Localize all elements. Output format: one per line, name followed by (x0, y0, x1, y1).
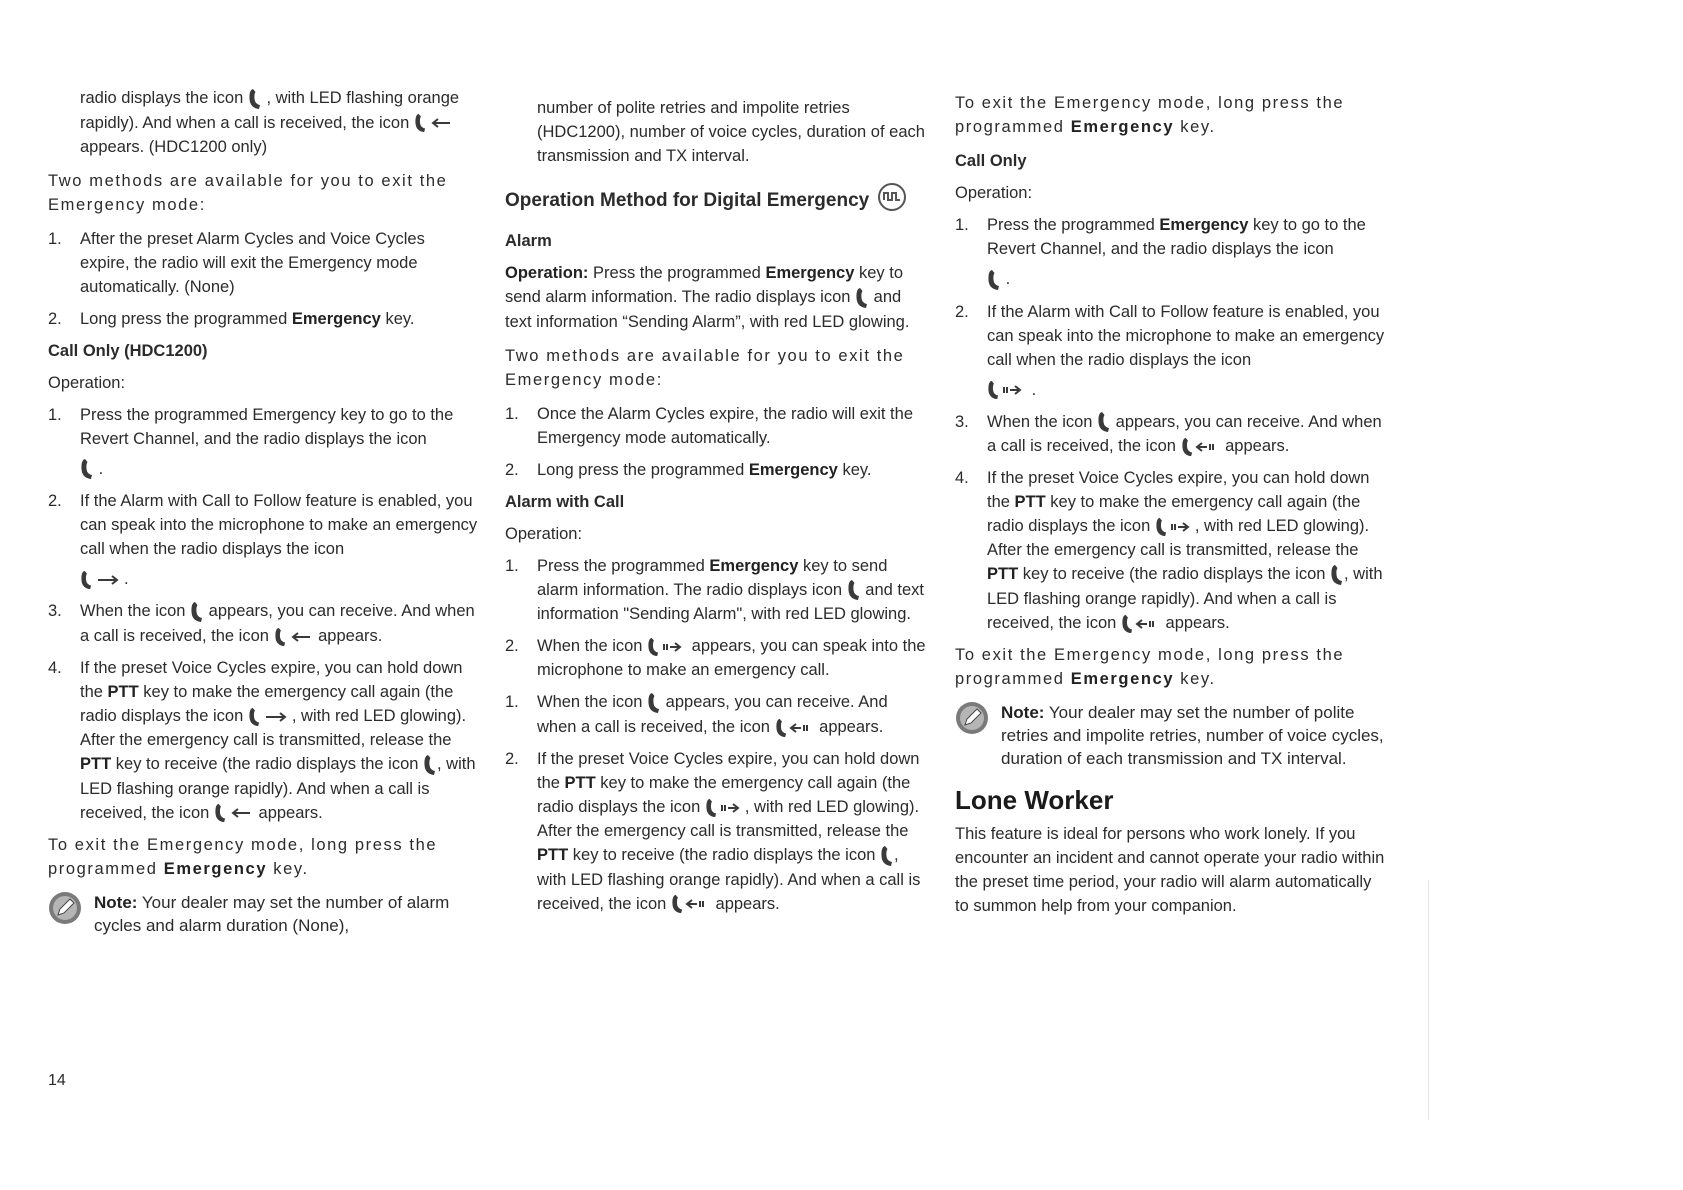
left-column (48, 86, 478, 937)
digital-call-received-icon (775, 717, 815, 739)
list-item: 4. If the preset Voice Cycles expire, you can hold down the PTT key to make the emergency call again (the radio displays the icon , with red LED glowing). After the emergency call is transmitted, release the PTT key to receive (the radio displays the icon , with LED flashing orange rapidly). And when a call is received, the icon appears. (48, 656, 478, 825)
list-item: 4. If the preset Voice Cycles expire, you can hold down the PTT key to make the emergency call again (the radio displays the icon , with red LED glowing). After the emergency call is transmitted, release the PTT key to receive (the radio displays the icon , with LED flashing orange rapidly). And when a call is received, the icon appears. (955, 466, 1385, 635)
emergency-handset-icon (1330, 563, 1344, 587)
continued-paragraph: number of polite retries and impolite retries (HDC1200), number of voice cycles, duration of each transmission and TX interval. (537, 99, 925, 165)
emergency-call-transmit-icon (80, 569, 124, 591)
list-item: 2. If the Alarm with Call to Follow feature is enabled, you can speak into the microphone to make an emergency call when the radio displays the icon . (48, 489, 478, 591)
emergency-handset-icon (190, 600, 204, 624)
alarm-with-call-heading: Alarm with Call (505, 492, 625, 511)
lone-worker-text: This feature is ideal for persons who work lonely. If you encounter an incident and cannot operate your radio within the preset time period, your radio will alarm automatically to summon help from your companion. (955, 824, 1385, 915)
emergency-handset-icon (248, 87, 262, 111)
call-only-heading: Call Only (955, 152, 1027, 170)
note-pencil-icon (48, 891, 82, 925)
list-item: 1. After the preset Alarm Cycles and Voice Cycles expire, the radio will exit the Emergency mode automatically. (None) (48, 229, 425, 296)
section-heading: Operation Method for Digital Emergency (505, 182, 930, 219)
emergency-call-received-icon (414, 112, 454, 134)
list-item: 2. When the icon appears, you can speak into the microphone to make an emergency call. (505, 637, 926, 680)
alarm-operation: Operation: Press the programmed Emergency key to send alarm information. The radio displays icon and text information “Sending Alarm”, with red LED glowing. (505, 264, 910, 331)
list-item: 3. When the icon appears, you can receive. And when a call is received, the icon appears. (48, 599, 478, 648)
emergency-handset-icon (80, 457, 94, 481)
operation-label: Operation: (505, 524, 583, 543)
digital-call-received-icon (1181, 436, 1221, 458)
emergency-call-received-icon (214, 802, 254, 824)
operation-label: Operation: (48, 373, 126, 392)
note-pencil-icon (955, 701, 989, 735)
digital-call-transmit-icon (987, 379, 1027, 401)
exit-methods-list (48, 227, 478, 331)
list-item: 2. Long press the programmed Emergency key. (48, 309, 415, 328)
middle-column (505, 96, 930, 924)
exit-methods-list (505, 402, 930, 482)
note-text: Your dealer may set the number of alarm cycles and alarm duration (None), (94, 892, 450, 935)
call-only-heading: Call Only (HDC1200) (48, 341, 208, 360)
list-item: 3. When the icon appears, you can receive. And when a call is received, the icon appears. (955, 410, 1385, 459)
digital-call-transmit-icon (647, 636, 687, 658)
operation-label: Operation: (955, 184, 1033, 202)
note-text: Your dealer may set the number of polite retries and impolite retries, number of voice cycles, duration of each transmission and TX interval. (1001, 702, 1384, 768)
exit-methods-intro: Two methods are available for you to exit the Emergency mode: (48, 171, 448, 214)
right-column (955, 91, 1385, 928)
note-label: Note: (94, 892, 138, 912)
emergency-handset-icon (647, 691, 661, 715)
note-label: Note: (1001, 702, 1045, 722)
alarm-with-call-steps (505, 554, 930, 916)
list-item: 1. Press the programmed Emergency key to go to the Revert Channel, and the radio displays the icon . (955, 213, 1385, 292)
list-item: 1. Press the programmed Emergency key to go to the Revert Channel, and the radio displays the icon . (48, 403, 478, 482)
list-item: 1. Once the Alarm Cycles expire, the radio will exit the Emergency mode automatically. (505, 404, 913, 447)
exit-instruction: To exit the Emergency mode, long press the programmed Emergency key. (955, 94, 1345, 136)
list-item: 2. If the Alarm with Call to Follow feature is enabled, you can speak into the microphone to make an emergency call when the radio displays the icon . (955, 300, 1385, 402)
list-item: 2. If the preset Voice Cycles expire, you can hold down the PTT key to make the emergency call again (the radio displays the icon , with red LED glowing). After the emergency call is transmitted, release the PTT key to receive (the radio displays the icon , with LED flashing orange rapidly). And when a call is received, the icon appears. (505, 747, 930, 916)
list-item: 1. When the icon appears, you can receive. And when a call is received, the icon appears. (505, 690, 930, 739)
page-edge-line (1428, 880, 1429, 1120)
digital-call-transmit-icon (705, 797, 745, 819)
alarm-heading: Alarm (505, 232, 552, 250)
emergency-handset-icon (880, 844, 894, 868)
digital-call-transmit-icon (1155, 516, 1195, 538)
exit-instruction: To exit the Emergency mode, long press the programmed Emergency key. (48, 835, 438, 878)
list-item: 1. Press the programmed Emergency key to send alarm information. The radio displays icon and text information "Sending Alarm", with red LED glowing. (505, 556, 924, 624)
exit-methods-intro: Two methods are available for you to exit the Emergency mode: (505, 346, 905, 389)
exit-instruction: To exit the Emergency mode, long press the programmed Emergency key. (955, 645, 1345, 688)
digital-call-received-icon (671, 893, 711, 915)
emergency-handset-icon (847, 578, 861, 602)
lone-worker-heading: Lone Worker (955, 784, 1114, 815)
list-item: 2. Long press the programmed Emergency key. (505, 460, 872, 479)
emergency-call-received-icon (274, 626, 314, 648)
emergency-handset-icon (855, 286, 869, 310)
note-box (955, 701, 1385, 770)
emergency-handset-icon (987, 268, 1001, 292)
emergency-call-transmit-icon (248, 706, 292, 728)
call-only-steps (955, 213, 1385, 635)
emergency-handset-icon (423, 753, 437, 777)
note-box (48, 891, 478, 937)
digital-mode-icon (877, 182, 907, 219)
emergency-handset-icon (1097, 410, 1111, 434)
digital-call-received-icon (1121, 613, 1161, 635)
page-number: 14 (48, 1072, 66, 1089)
call-only-steps (48, 403, 478, 825)
continued-paragraph: radio displays the icon , with LED flashing orange rapidly). And when a call is received, the icon appears. (HDC1200 only) (48, 86, 478, 159)
